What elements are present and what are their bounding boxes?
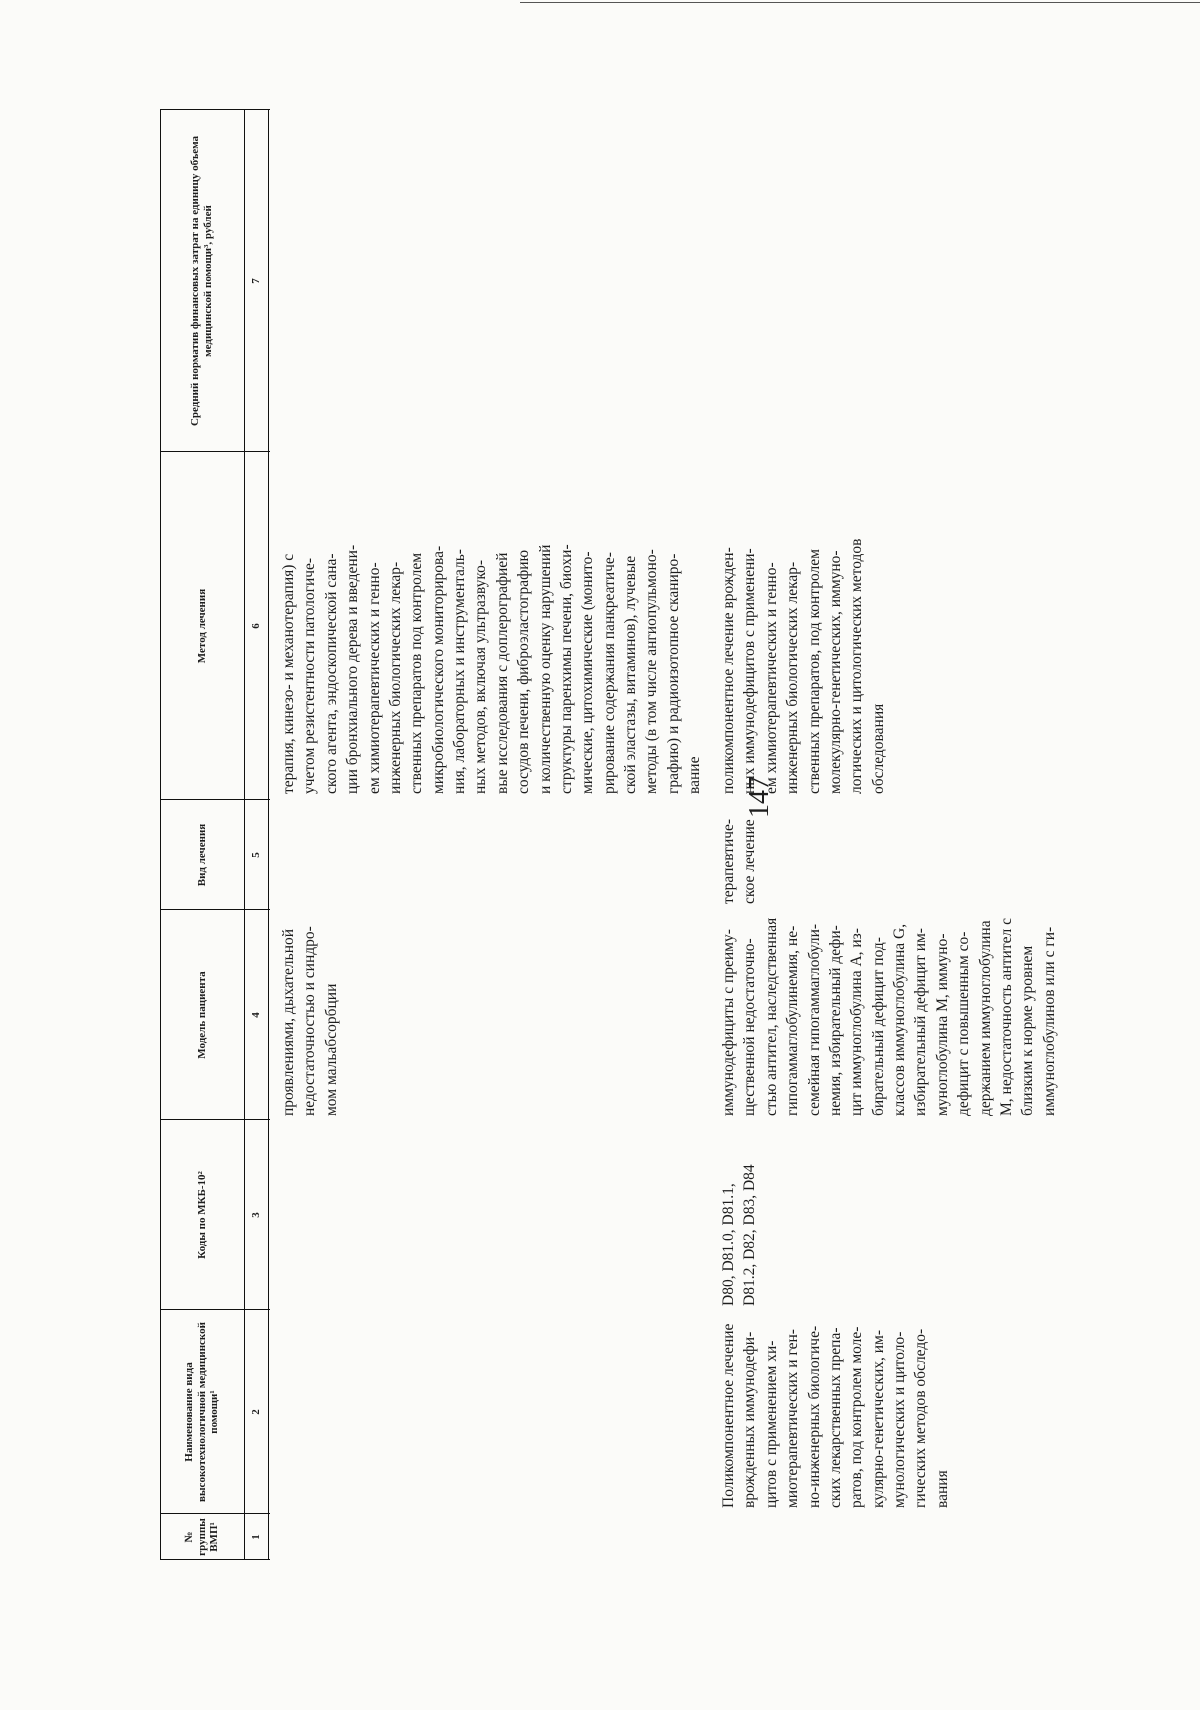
- text-line: кулярно-генетических, им-: [869, 1329, 887, 1508]
- text-line: мические, цитохимические (монито-: [579, 551, 597, 794]
- row2-treatment-method: [718, 448, 889, 798]
- text-line: щественной недостаточно-: [741, 938, 759, 1116]
- text-line: избирательный дефицит им-: [912, 928, 930, 1116]
- text-line: рирование содержания панкреатиче-: [600, 552, 618, 794]
- text-line: мунологических и цитоло-: [891, 1331, 908, 1508]
- text-line: семейная гипогаммаглобули-: [805, 923, 823, 1116]
- text-line: D80, D81.0, D81.1,: [720, 1183, 737, 1306]
- text-line: муноглобулина М, иммуно-: [933, 933, 951, 1116]
- header-vmp-name: Наименование вида высокотехнологичной медицинской помощи¹: [183, 1322, 221, 1502]
- text-line: гипогаммаглобулинемия, не-: [784, 925, 802, 1116]
- text-line: ем химиотерапевтических и генно-: [762, 562, 780, 794]
- column-number: 1: [250, 1534, 262, 1540]
- text-line: классов иммуноглобулина G,: [891, 923, 908, 1116]
- text-line: ных иммунодефицитов с применени-: [741, 548, 759, 794]
- text-line: врожденных иммунодефи-: [741, 1331, 759, 1508]
- text-line: мом мальабсорбции: [322, 983, 340, 1116]
- text-line: инженерных биологических лекар-: [386, 561, 404, 794]
- text-line: бирательный дефицит под-: [869, 937, 887, 1116]
- header-patient-model: Модель пациента: [195, 971, 208, 1059]
- row1-patient-model: [278, 906, 342, 1120]
- text-line: близким к норме уровнем: [1019, 945, 1037, 1116]
- text-line: ских лекарственных препа-: [826, 1327, 844, 1508]
- text-line: инженерных биологических лекар-: [784, 561, 802, 794]
- column-number: 5: [250, 852, 262, 858]
- text-line: вания: [933, 1470, 951, 1508]
- text-line: миотерапевтических и ген-: [784, 1329, 802, 1508]
- text-line: ское лечение: [741, 819, 759, 904]
- text-line: логических и цитологических методов: [848, 538, 866, 794]
- text-line: цитов с применением хи-: [762, 1340, 780, 1508]
- text-line: ской эластазы, витаминов), лучевые: [622, 555, 639, 794]
- text-line: иммуноглобулинов или с ги-: [1040, 926, 1058, 1116]
- text-line: обследования: [869, 703, 887, 794]
- column-number: 3: [250, 1212, 262, 1218]
- text-line: дефицит с повышенным со-: [955, 931, 973, 1116]
- text-line: учетом резистентности патологиче-: [301, 557, 319, 794]
- text-line: недостаточностью и синдро-: [301, 926, 319, 1116]
- text-line: графию) и радиоизотопное сканиро-: [664, 553, 682, 794]
- text-line: цит иммуноглобулина А, из-: [848, 928, 866, 1116]
- text-line: терапевтиче-: [720, 818, 737, 904]
- column-number: 7: [250, 278, 262, 284]
- table-header: [160, 110, 270, 1560]
- text-line: ния, лабораторных и инструменталь-: [451, 549, 468, 794]
- text-line: но-инженерных биологиче-: [805, 1325, 823, 1508]
- text-line: вание: [686, 756, 704, 794]
- text-line: ственных препаратов под контролем: [408, 552, 426, 794]
- column-number: 6: [250, 623, 262, 629]
- row1-treatment-method: [278, 448, 706, 798]
- text-line: сосудов печени, фиброэластографию: [515, 549, 533, 794]
- text-line: структуры паренхимы печени, биохи-: [557, 544, 575, 794]
- header-group-number: № группы ВМП¹: [183, 1518, 221, 1556]
- text-line: методы (в том числе ангиопульмоно-: [643, 549, 661, 794]
- scan-edge-line: [520, 2, 1200, 3]
- text-line: и количественную оценку нарушений: [536, 544, 554, 794]
- text-line: ем химиотерапевтических и генно-: [365, 562, 383, 794]
- text-line: ции бронхиального дерева и введени-: [344, 544, 362, 794]
- text-line: немия, избирательный дефи-: [826, 925, 844, 1116]
- text-line: гических методов обследо-: [912, 1328, 930, 1508]
- text-line: вые исследования с доплерографией: [493, 552, 511, 794]
- text-line: микробиологического мониторирова-: [429, 545, 447, 794]
- row2-treatment-type: [718, 798, 761, 908]
- header-icd-codes: Коды по МКБ-10²: [195, 1171, 208, 1259]
- column-number: 2: [250, 1409, 262, 1415]
- text-line: Поликомпонентное лечение: [720, 1323, 737, 1508]
- text-line: ратов, под контролем моле-: [848, 1326, 866, 1508]
- text-line: поликомпонентное лечение врожден-: [720, 547, 737, 794]
- column-number: 4: [250, 1012, 262, 1018]
- text-line: иммунодефициты с преиму-: [720, 929, 737, 1116]
- text-line: ных методов, включая ультразвуко-: [472, 559, 490, 794]
- text-line: держанием иммуноглобулина: [976, 920, 994, 1116]
- header-treatment-type: Вид лечения: [195, 823, 208, 887]
- page-number: 147: [744, 776, 775, 818]
- text-line: ского агента, эндоскопической сана-: [322, 553, 340, 794]
- text-line: М, недостаточность антител с: [997, 918, 1015, 1116]
- text-line: молекулярно-генетических, иммуно-: [826, 550, 844, 794]
- header-treatment-method: Метод лечения: [195, 588, 208, 664]
- text-line: ственных препаратов, под контролем: [805, 549, 823, 794]
- text-line: стью антител, наследственная: [762, 917, 780, 1116]
- header-cost-standard: Средний норматив финансовых затрат на единицу объема медицинской помощи³, рублей: [189, 135, 214, 427]
- row2-icd-codes: [718, 1118, 761, 1310]
- text-line: проявлениями, дыхательной: [280, 928, 297, 1116]
- row2-vmp-name: [718, 1307, 953, 1512]
- text-line: терапия, кинезо- и механотерапия) с: [280, 553, 297, 794]
- row2-patient-model: [718, 906, 1060, 1120]
- text-line: D81.2, D82, D83, D84: [741, 1164, 759, 1306]
